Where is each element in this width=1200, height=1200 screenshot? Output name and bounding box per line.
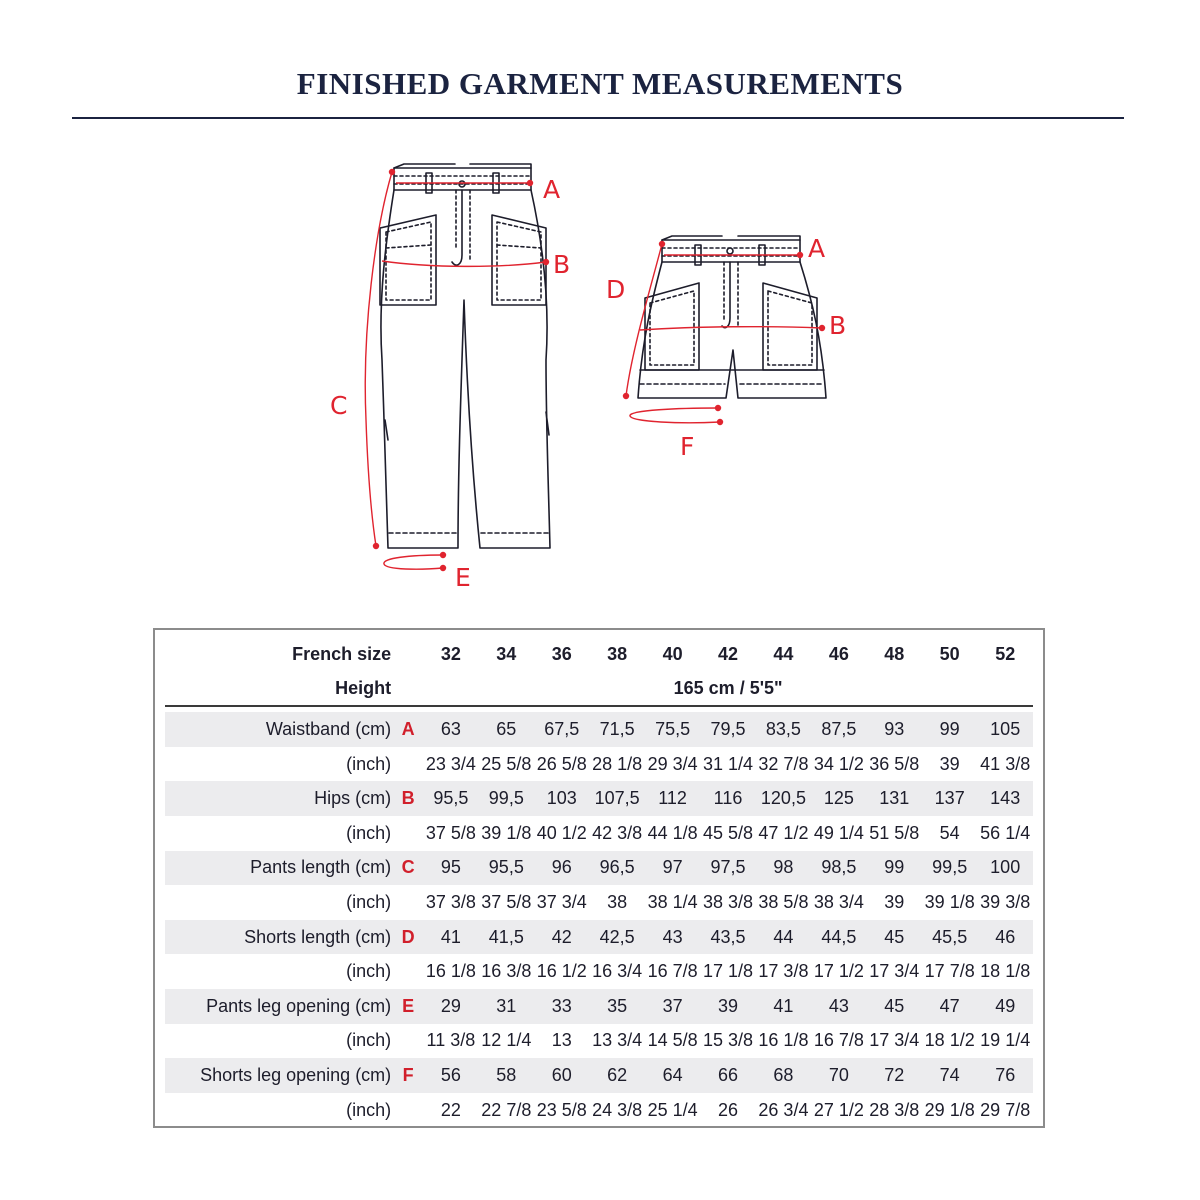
measurement-value: 34 1/2 — [813, 753, 864, 774]
measurement-key — [393, 885, 423, 920]
key-cell — [393, 672, 423, 707]
size-cell: 52 — [995, 643, 1016, 664]
measurement-value: 107,5 — [589, 781, 644, 816]
measurement-value: 37 5/8 — [481, 891, 532, 912]
measurement-value: 70 — [811, 1058, 866, 1093]
measurement-label: (inch) — [346, 822, 392, 843]
measurement-value: 43,5 — [700, 920, 755, 955]
measurement-value: 43 — [811, 989, 866, 1024]
measurement-value: 22 — [440, 1099, 461, 1120]
measurement-value: 47 1/2 — [758, 822, 809, 843]
measurement-value: 25 1/4 — [647, 1099, 698, 1120]
measurement-value: 25 5/8 — [481, 753, 532, 774]
measurement-key — [393, 1024, 423, 1059]
measurement-value: 15 3/8 — [702, 1030, 754, 1051]
measurement-value: 95,5 — [479, 851, 534, 886]
measurement-value: 87,5 — [811, 712, 866, 747]
pants-label-c: C — [330, 391, 348, 420]
measurement-value: 17 3/8 — [758, 961, 809, 982]
measurement-row — [165, 1024, 1033, 1059]
size-cell: 40 — [662, 643, 683, 664]
pants-label-a: A — [543, 175, 561, 204]
measurement-value: 42,5 — [589, 920, 644, 955]
measurement-value: 17 7/8 — [924, 961, 975, 982]
measurement-value: 42 — [534, 920, 589, 955]
measurement-value: 18 1/2 — [924, 1030, 975, 1051]
measurement-value: 39 3/8 — [980, 891, 1031, 912]
measurement-value: 17 1/2 — [813, 961, 864, 982]
measurement-value: 31 — [479, 989, 534, 1024]
measurement-value: 39 1/8 — [924, 891, 975, 912]
measurement-value: 72 — [867, 1058, 922, 1093]
measurement-value: 11 3/8 — [426, 1030, 476, 1051]
measurement-row — [165, 954, 1033, 989]
measurement-key — [393, 954, 423, 989]
height-row — [165, 672, 1033, 707]
measurement-value: 16 3/8 — [481, 961, 532, 982]
measurement-value: 97,5 — [700, 851, 755, 886]
measurement-value: 44,5 — [811, 920, 866, 955]
height-value: 165 cm / 5'5" — [423, 672, 1033, 707]
measurement-value: 67,5 — [534, 712, 589, 747]
measurement-value: 17 3/4 — [869, 1030, 920, 1051]
size-cell: 44 — [773, 643, 794, 664]
measurement-value: 83,5 — [756, 712, 811, 747]
measurement-value: 41 3/8 — [980, 753, 1031, 774]
measurement-value: 74 — [922, 1058, 977, 1093]
size-cell: 34 — [496, 643, 517, 664]
measurement-value: 38 3/4 — [813, 891, 864, 912]
height-label: Height — [165, 672, 393, 707]
measurement-value: 39 1/8 — [481, 822, 532, 843]
measurement-value: 62 — [589, 1058, 644, 1093]
measurement-value: 27 1/2 — [813, 1099, 864, 1120]
measurement-value: 26 — [717, 1099, 739, 1120]
size-chart — [153, 628, 1045, 1128]
measurement-value: 46 — [977, 920, 1033, 955]
measurement-value: 98,5 — [811, 851, 866, 886]
measurement-value: 63 — [423, 712, 478, 747]
measurement-value: 64 — [645, 1058, 700, 1093]
measurement-value: 45 5/8 — [702, 822, 754, 843]
measurement-value: 99,5 — [479, 781, 534, 816]
measurement-value: 16 1/8 — [758, 1030, 809, 1051]
measurement-value: 39 — [939, 753, 960, 774]
measurement-value: 99 — [922, 712, 977, 747]
measurement-row — [165, 1058, 1033, 1093]
measurement-value: 35 — [589, 989, 644, 1024]
measurement-value: 12 1/4 — [481, 1030, 532, 1051]
measurement-value: 24 3/8 — [592, 1099, 643, 1120]
size-header-label: French size — [292, 643, 392, 664]
measurement-key: A — [393, 712, 423, 747]
measurement-label: Hips (cm) — [165, 781, 393, 816]
measurement-value: 37 3/8 — [425, 891, 476, 912]
measurement-value: 112 — [645, 781, 700, 816]
measurement-label: (inch) — [346, 753, 392, 774]
measurement-value: 16 3/4 — [592, 961, 643, 982]
size-cell: 50 — [939, 643, 960, 664]
measurement-value: 39 — [700, 989, 755, 1024]
measurement-value: 75,5 — [645, 712, 700, 747]
measurement-value: 95 — [423, 851, 478, 886]
key-cell — [393, 637, 423, 672]
size-cell: 36 — [551, 643, 572, 664]
measurement-value: 17 3/4 — [869, 961, 920, 982]
measurement-value: 71,5 — [589, 712, 644, 747]
measurement-value: 65 — [479, 712, 534, 747]
measurement-value: 16 1/2 — [536, 961, 587, 982]
measurement-value: 29 3/4 — [647, 753, 698, 774]
measurement-value: 37 3/4 — [536, 891, 587, 912]
measurement-value: 13 — [551, 1030, 572, 1051]
measurement-value: 98 — [756, 851, 811, 886]
measurement-value: 49 1/4 — [813, 822, 864, 843]
pants-label-b: B — [553, 250, 571, 279]
measurement-row — [165, 781, 1033, 816]
measurement-value: 16 1/8 — [425, 961, 476, 982]
measurement-value: 95,5 — [423, 781, 478, 816]
measurement-value: 28 1/8 — [592, 753, 643, 774]
measurement-value: 26 3/4 — [758, 1099, 809, 1120]
measurement-value: 56 1/4 — [980, 822, 1031, 843]
measurement-row — [165, 1093, 1033, 1128]
measurement-value: 42 3/8 — [592, 822, 643, 843]
measurement-value: 99 — [867, 851, 922, 886]
size-table — [165, 637, 1033, 1127]
measurement-value: 100 — [977, 851, 1033, 886]
measurement-label: (inch) — [346, 891, 392, 912]
shorts-label-f: F — [680, 432, 695, 461]
measurement-row — [165, 989, 1033, 1024]
measurement-value: 16 7/8 — [647, 961, 698, 982]
measurement-row — [165, 920, 1033, 955]
page-title: FINISHED GARMENT MEASUREMENTS — [296, 66, 904, 101]
measurement-key — [393, 1093, 423, 1128]
measurement-value: 93 — [867, 712, 922, 747]
measurement-row — [165, 747, 1033, 782]
size-cell: 42 — [717, 643, 739, 664]
measurement-value: 31 1/4 — [702, 753, 754, 774]
measurement-label: (inch) — [346, 1099, 392, 1120]
measurement-value: 36 5/8 — [869, 753, 920, 774]
shorts-drawing — [638, 236, 826, 398]
measurement-value: 18 1/8 — [980, 961, 1031, 982]
measurement-value: 29 — [423, 989, 478, 1024]
measurement-value: 45 — [867, 920, 922, 955]
size-cell: 38 — [607, 643, 628, 664]
measurement-value: 41,5 — [479, 920, 534, 955]
measurement-key: C — [393, 851, 423, 886]
measurement-value: 44 1/8 — [647, 822, 698, 843]
measurement-value: 29 7/8 — [980, 1099, 1031, 1120]
size-header-row — [165, 637, 1033, 672]
measurement-value: 38 5/8 — [758, 891, 809, 912]
measurement-value: 131 — [867, 781, 922, 816]
size-cell: 32 — [440, 643, 461, 664]
measurement-value: 143 — [977, 781, 1033, 816]
measurement-value: 23 5/8 — [536, 1099, 587, 1120]
measurement-value: 13 3/4 — [592, 1030, 643, 1051]
measurement-label: Waistband (cm) — [165, 712, 393, 747]
measurement-value: 41 — [756, 989, 811, 1024]
measurement-value: 51 5/8 — [869, 822, 920, 843]
measurement-label: Pants leg opening (cm) — [165, 989, 393, 1024]
measurement-value: 103 — [534, 781, 589, 816]
title-divider — [72, 117, 1124, 119]
measurement-value: 38 1/4 — [647, 891, 698, 912]
measurement-value: 96,5 — [589, 851, 644, 886]
measurement-label: Shorts length (cm) — [165, 920, 393, 955]
measurement-value: 33 — [534, 989, 589, 1024]
measurement-key: F — [393, 1058, 423, 1093]
measurement-label: (inch) — [346, 961, 392, 982]
measurement-value: 137 — [922, 781, 977, 816]
measurement-value: 26 5/8 — [536, 753, 587, 774]
measurement-value: 38 — [607, 891, 628, 912]
measurement-value: 22 7/8 — [481, 1099, 532, 1120]
measurement-value: 56 — [423, 1058, 478, 1093]
measurement-label: (inch) — [346, 1030, 392, 1051]
size-cell: 46 — [828, 643, 849, 664]
measurement-value: 17 1/8 — [702, 961, 754, 982]
measurement-value: 105 — [977, 712, 1033, 747]
shorts-label-b: B — [829, 311, 847, 340]
shorts-label-a: A — [808, 234, 826, 263]
measurement-value: 16 7/8 — [813, 1030, 864, 1051]
measurement-row — [165, 851, 1033, 886]
measurement-row — [165, 712, 1033, 747]
measurement-value: 116 — [700, 781, 755, 816]
measurement-value: 96 — [534, 851, 589, 886]
pants-label-e: E — [455, 563, 471, 592]
measurement-value: 37 — [645, 989, 700, 1024]
measurement-key — [393, 747, 423, 782]
measurement-value: 45 — [867, 989, 922, 1024]
measurement-key: D — [393, 920, 423, 955]
measurement-value: 38 3/8 — [702, 891, 754, 912]
measurement-value: 40 1/2 — [536, 822, 587, 843]
measurement-value: 125 — [811, 781, 866, 816]
measurement-value: 45,5 — [922, 920, 977, 955]
measurement-label: Shorts leg opening (cm) — [165, 1058, 393, 1093]
measurement-key — [393, 816, 423, 851]
measurement-value: 19 1/4 — [980, 1030, 1031, 1051]
measurement-value: 76 — [977, 1058, 1033, 1093]
pants-drawing — [380, 164, 550, 548]
measurement-value: 58 — [479, 1058, 534, 1093]
measurement-value: 49 — [977, 989, 1033, 1024]
measurement-value: 29 1/8 — [924, 1099, 975, 1120]
garment-illustration — [0, 140, 1200, 610]
measurement-value: 41 — [423, 920, 478, 955]
measurement-value: 28 3/8 — [869, 1099, 920, 1120]
measurement-value: 120,5 — [756, 781, 811, 816]
measurement-value: 54 — [939, 822, 960, 843]
measurement-value: 14 5/8 — [647, 1030, 698, 1051]
measurement-value: 47 — [922, 989, 977, 1024]
measurement-key: B — [393, 781, 423, 816]
measurement-label: Pants length (cm) — [165, 851, 393, 886]
measurement-row — [165, 885, 1033, 920]
measurement-value: 99,5 — [922, 851, 977, 886]
measurement-value: 39 — [884, 891, 905, 912]
measurement-value: 68 — [756, 1058, 811, 1093]
measurement-value: 37 5/8 — [425, 822, 476, 843]
measurement-value: 79,5 — [700, 712, 755, 747]
measurement-value: 97 — [645, 851, 700, 886]
measurement-value: 32 7/8 — [758, 753, 809, 774]
measurement-value: 43 — [645, 920, 700, 955]
measurement-key: E — [393, 989, 423, 1024]
garment-drawing — [0, 140, 1200, 610]
measurement-value: 66 — [700, 1058, 755, 1093]
shorts-label-d: D — [606, 275, 626, 304]
measurement-value: 60 — [534, 1058, 589, 1093]
measurement-value: 44 — [756, 920, 811, 955]
measurement-value: 23 3/4 — [425, 753, 476, 774]
size-cell: 48 — [884, 643, 905, 664]
measurement-row — [165, 816, 1033, 851]
